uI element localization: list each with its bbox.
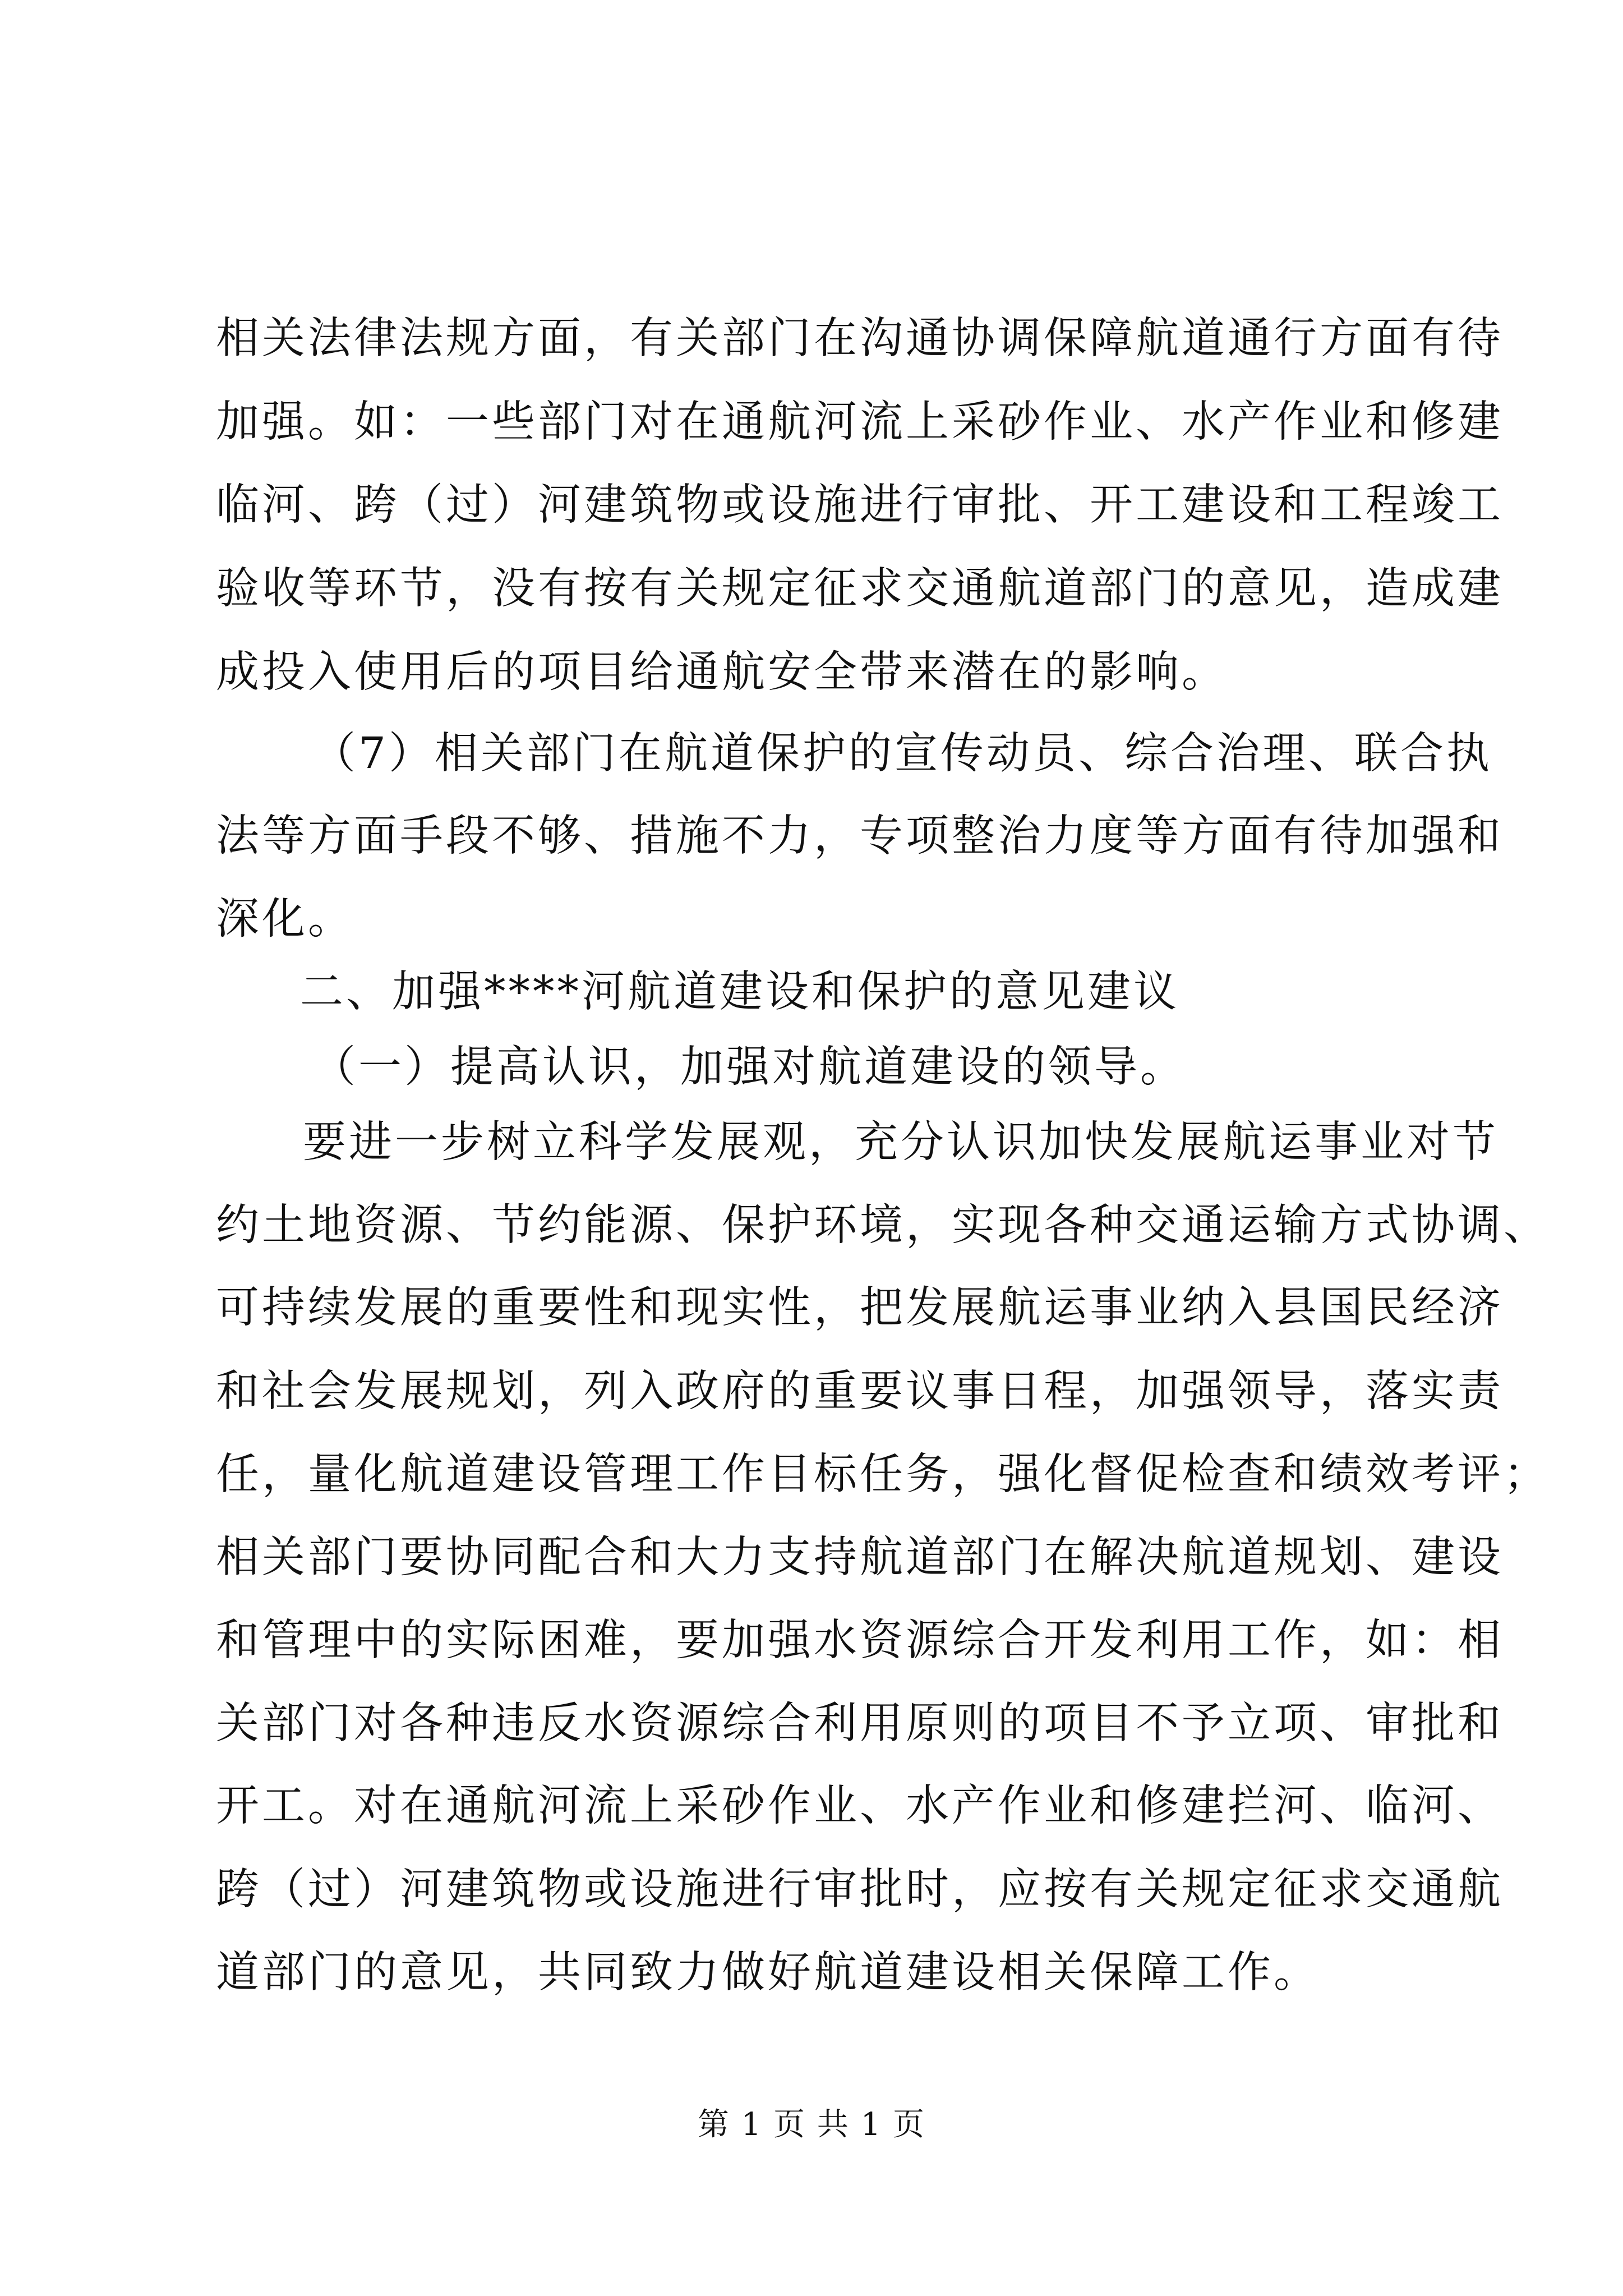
- text-line: 和社会发展规划，列入政府的重要议事日程，加强领导，落实责: [216, 1366, 1504, 1416]
- text-line: 临河、跨（过）河建筑物或设施进行审批、开工建设和工程竣工: [216, 480, 1504, 530]
- text-line: 任，量化航道建设管理工作目标任务，强化督促检查和绩效考评；: [216, 1450, 1550, 1499]
- paragraph-first-line: 要进一步树立科学发展观，充分认识加快发展航运事业对节: [303, 1117, 1498, 1167]
- text-line: 可持续发展的重要性和现实性，把发展航运事业纳入县国民经济: [216, 1283, 1504, 1333]
- paragraph-first-line: （7）相关部门在航道保护的宣传动员、综合治理、联合执: [312, 729, 1492, 779]
- text-line: 和管理中的实际困难，要加强水资源综合开发利用工作，如：相: [216, 1616, 1504, 1665]
- text-line: 验收等环节，没有按有关规定征求交通航道部门的意见，造成建: [216, 564, 1504, 614]
- text-line: 成投入使用后的项目给通航安全带来潜在的影响。: [216, 647, 1228, 697]
- text-line: 跨（过）河建筑物或设施进行审批时，应按有关规定征求交通航: [216, 1865, 1504, 1915]
- text-line: 开工。对在通航河流上采砂作业、水产作业和修建拦河、临河、: [216, 1781, 1504, 1831]
- text-line: 道部门的意见，共同致力做好航道建设相关保障工作。: [216, 1948, 1320, 1998]
- text-line: 相关法律法规方面，有关部门在沟通协调保障航道通行方面有待: [216, 314, 1504, 364]
- text-line: 约土地资源、节约能源、保护环境，实现各种交通运输方式协调、: [216, 1200, 1550, 1250]
- subsection-heading: （一）提高认识，加强对航道建设的领导。: [312, 1042, 1186, 1092]
- text-line: 深化。: [216, 894, 354, 944]
- section-heading: 二、加强****河航道建设和保护的意见建议: [300, 967, 1179, 1017]
- text-line: 相关部门要协同配合和大力支持航道部门在解决航道规划、建设: [216, 1533, 1504, 1582]
- page-footer: 第 1 页 共 1 页: [697, 2106, 926, 2143]
- text-line: 加强。如：一些部门对在通航河流上采砂作业、水产作业和修建: [216, 397, 1504, 447]
- text-line: 法等方面手段不够、措施不力，专项整治力度等方面有待加强和: [216, 811, 1504, 861]
- text-line: 关部门对各种违反水资源综合利用原则的项目不予立项、审批和: [216, 1699, 1504, 1749]
